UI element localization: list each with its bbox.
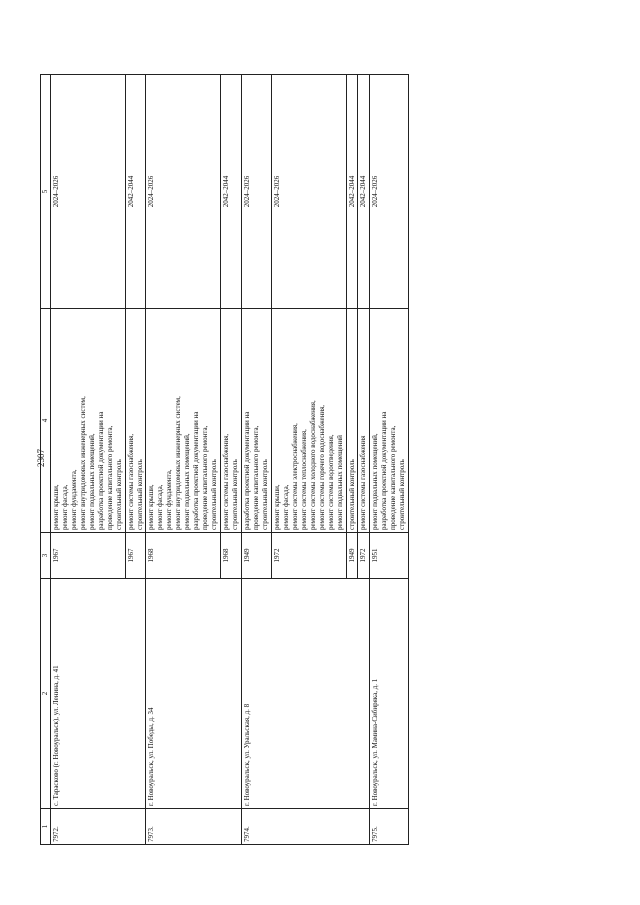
year-cell: 1949 <box>346 533 358 579</box>
work-item: ремонт системы горячего водоснабжения, <box>317 404 326 530</box>
year-cell: 1951 <box>370 533 409 579</box>
works-cell <box>242 309 272 533</box>
year-cell: 1972 <box>271 533 346 579</box>
year-cell: 1949 <box>242 533 272 579</box>
work-item: ремонт внутридомовых инженерных систем, <box>174 396 183 530</box>
work-item: строительный контроль <box>260 459 269 530</box>
period-cell: 2042–2044 <box>125 75 146 309</box>
work-item: строительный контроль <box>210 459 219 530</box>
column-header: 1 <box>41 809 51 845</box>
period-cell: 2042–2044 <box>346 75 358 309</box>
table-row <box>242 75 272 845</box>
work-item: ремонт системы холодного водоснабжения, <box>308 400 317 530</box>
work-item: разработка проектной документации на <box>243 411 252 530</box>
rotated-table-wrapper <box>40 75 545 845</box>
year-cell: 1968 <box>221 533 242 579</box>
address-cell: г. Новоуральск, ул. Победы, д. 34 <box>146 579 242 809</box>
work-item: ремонт системы газоснабжения <box>359 435 368 530</box>
table-row <box>146 75 221 845</box>
work-item: проведение капитального ремонта, <box>251 425 260 530</box>
table-body <box>50 75 408 845</box>
year-cell: 1968 <box>146 533 221 579</box>
work-item: проведение капитального ремонта, <box>389 425 398 530</box>
work-item: проведение капитального ремонта, <box>201 425 210 530</box>
row-number-cell: 7974. <box>242 809 370 845</box>
work-item: ремонт системы теплоснабжения, <box>299 429 308 530</box>
work-item: ремонт крыши, <box>147 484 156 530</box>
table-row <box>50 75 125 845</box>
works-cell <box>146 309 221 533</box>
period-cell: 2042–2044 <box>221 75 242 309</box>
column-header: 4 <box>41 309 51 533</box>
column-header: 2 <box>41 579 51 809</box>
works-cell <box>346 309 358 533</box>
year-cell: 1967 <box>50 533 125 579</box>
period-cell: 2024–2026 <box>50 75 125 309</box>
works-cell <box>221 309 242 533</box>
work-item: строительный контроль <box>135 459 144 530</box>
work-item: разработка проектной документации на <box>192 411 201 530</box>
column-header: 5 <box>41 75 51 309</box>
work-item: ремонт крыши, <box>272 484 281 530</box>
work-item: ремонт внутридомовых инженерных систем, <box>78 396 87 530</box>
work-item: строительный контроль <box>347 459 356 530</box>
work-item: ремонт системы газоснабжения, <box>222 433 231 530</box>
page-number: 2307 <box>36 449 46 467</box>
header-row <box>41 75 51 845</box>
address-cell: г. Новоуральск, ул. Мамина-Сибиряка, д. 1 <box>370 579 409 809</box>
year-cell: 1972 <box>358 533 370 579</box>
row-number-cell: 7972. <box>50 809 146 845</box>
row-number-cell: 7973. <box>146 809 242 845</box>
column-header: 3 <box>41 533 51 579</box>
work-item: ремонт подвальных помещений <box>335 435 344 530</box>
table-row <box>370 75 409 845</box>
work-item: ремонт крыши, <box>51 484 60 530</box>
period-cell: 2042–2044 <box>358 75 370 309</box>
work-item: разработка проектной документации на <box>380 411 389 530</box>
work-item: ремонт системы электроснабжения, <box>290 423 299 530</box>
period-cell: 2024–2026 <box>271 75 346 309</box>
work-item: ремонт системы газоснабжения, <box>126 433 135 530</box>
work-item: ремонт фасада, <box>60 484 69 530</box>
year-cell: 1967 <box>125 533 146 579</box>
work-item: ремонт фасада, <box>156 484 165 530</box>
work-item: строительный контроль <box>231 459 240 530</box>
work-item: строительный контроль <box>114 459 123 530</box>
work-item: ремонт фасада, <box>281 484 290 530</box>
work-item: ремонт подвальных помещений, <box>87 433 96 530</box>
period-cell: 2024–2026 <box>146 75 221 309</box>
works-cell <box>50 309 125 533</box>
address-cell: с. Тарасково (г. Новоуральск), ул. Ленина, д. 41 <box>50 579 146 809</box>
work-item: ремонт фундамента, <box>69 469 78 530</box>
works-cell <box>370 309 409 533</box>
period-cell: 2024–2026 <box>370 75 409 309</box>
row-number-cell: 7975. <box>370 809 409 845</box>
work-item: строительный контроль <box>398 459 407 530</box>
works-cell <box>358 309 370 533</box>
work-item: ремонт фундамента, <box>165 469 174 530</box>
capital-repair-table <box>40 74 409 845</box>
works-cell <box>125 309 146 533</box>
work-item: проведение капитального ремонта, <box>105 425 114 530</box>
address-cell: г. Новоуральск, ул. Уральская, д. 8 <box>242 579 370 809</box>
works-cell <box>271 309 346 533</box>
work-item: ремонт подвальных помещений, <box>183 433 192 530</box>
work-item: ремонт подвальных помещений, <box>371 433 380 530</box>
period-cell: 2024–2026 <box>242 75 272 309</box>
work-item: разработка проектной документации на <box>96 411 105 530</box>
work-item: ремонт системы водоотведения, <box>326 434 335 530</box>
